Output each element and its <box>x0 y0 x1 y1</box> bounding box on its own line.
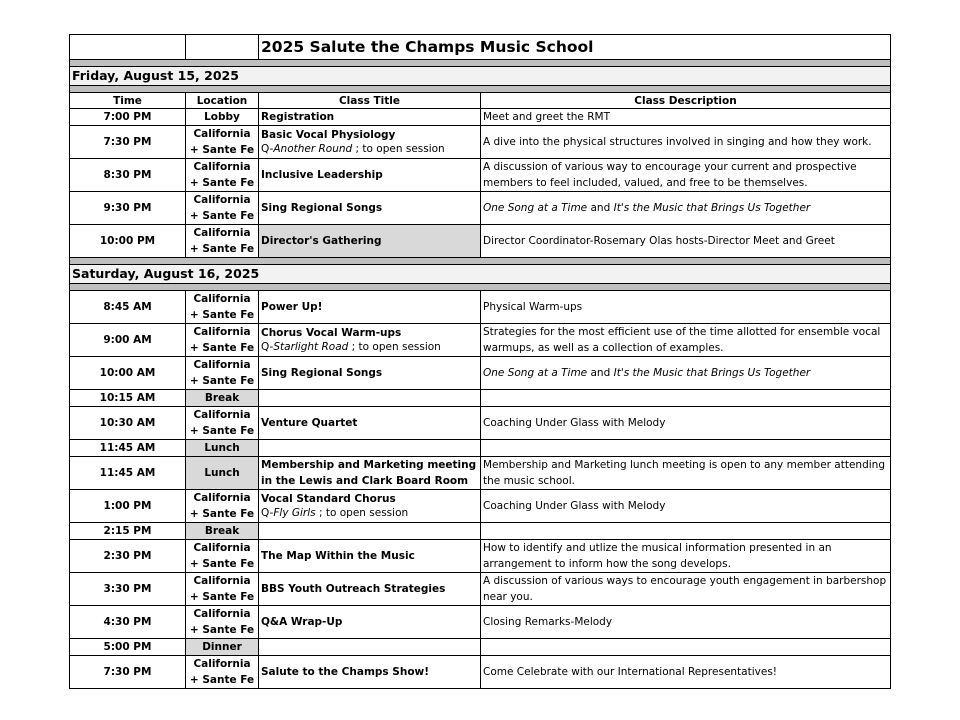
description-cell[interactable] <box>481 407 891 440</box>
table-row <box>70 126 891 159</box>
description-cell[interactable] <box>481 523 891 540</box>
location-cell[interactable]: California + Sante Fe <box>186 573 259 606</box>
time-cell[interactable]: 3:30 PM <box>70 573 186 606</box>
time-cell[interactable]: 10:15 AM <box>70 390 186 407</box>
time-cell[interactable]: 2:30 PM <box>70 540 186 573</box>
day-label[interactable]: Friday, August 15, 2025 <box>70 67 891 86</box>
subtitle-suffix: ; to open session <box>351 341 441 353</box>
table-row <box>70 109 891 126</box>
description-text: A dive into the physical structures involved in singing and how they work. <box>483 136 872 148</box>
header-row <box>70 93 891 109</box>
description-text: Physical Warm-ups <box>483 301 583 313</box>
table-row <box>70 523 891 540</box>
table-row <box>70 573 891 606</box>
table-row <box>70 457 891 490</box>
song-title: One Song at a Time <box>483 367 588 379</box>
location-cell[interactable]: California + Sante Fe <box>186 606 259 639</box>
table-row <box>70 357 891 390</box>
class-title-cell[interactable] <box>259 291 481 324</box>
table-row <box>70 490 891 523</box>
separator <box>70 60 891 67</box>
description-cell[interactable] <box>481 324 891 357</box>
description-cell[interactable] <box>481 192 891 225</box>
table-row <box>70 159 891 192</box>
table-row <box>70 407 891 440</box>
class-title-cell[interactable] <box>259 324 481 357</box>
location-cell[interactable]: California + Sante Fe <box>186 540 259 573</box>
description-cell[interactable] <box>481 225 891 258</box>
table-row <box>70 324 891 357</box>
school-title[interactable]: 2025 Salute the Champs Music School <box>259 35 891 60</box>
class-title: Membership and Marketing meeting in the Lewis and Clark Board Room <box>261 459 477 487</box>
separator <box>70 284 891 291</box>
location-cell[interactable]: California + Sante Fe <box>186 192 259 225</box>
table-row <box>70 390 891 407</box>
subtitle-suffix: ; to open session <box>355 143 445 155</box>
time-cell[interactable]: 7:00 PM <box>70 109 186 126</box>
description-cell[interactable] <box>481 540 891 573</box>
description-cell[interactable] <box>481 291 891 324</box>
description-cell[interactable] <box>481 126 891 159</box>
location-cell[interactable]: California + Sante Fe <box>186 291 259 324</box>
class-title: Inclusive Leadership <box>261 169 383 181</box>
description-text: Coaching Under Glass with Melody <box>483 417 666 429</box>
description-cell[interactable] <box>481 109 891 126</box>
class-title-cell[interactable] <box>259 656 481 689</box>
class-title-cell[interactable] <box>259 490 481 523</box>
class-title-cell[interactable] <box>259 523 481 540</box>
description-cell[interactable] <box>481 639 891 656</box>
time-cell[interactable]: 10:00 AM <box>70 357 186 390</box>
location-cell[interactable]: California + Sante Fe <box>186 324 259 357</box>
location-cell[interactable]: California + Sante Fe <box>186 490 259 523</box>
description-cell[interactable] <box>481 573 891 606</box>
header-description[interactable]: Class Description <box>481 93 891 109</box>
class-title: Salute to the Champs Show! <box>261 666 430 678</box>
song-title: It's the Music that Brings Us Together <box>613 367 811 379</box>
time-cell[interactable]: 8:45 AM <box>70 291 186 324</box>
subtitle-prefix: Q- <box>261 507 274 519</box>
header-title[interactable]: Class Title <box>259 93 481 109</box>
class-title: BBS Youth Outreach Strategies <box>261 583 446 595</box>
location-cell[interactable]: Lobby <box>186 109 259 126</box>
time-cell[interactable]: 11:45 AM <box>70 440 186 457</box>
description-joiner: and <box>590 367 611 379</box>
class-title: Basic Vocal Physiology <box>261 129 396 141</box>
description-cell[interactable] <box>481 606 891 639</box>
separator <box>70 258 891 265</box>
song-title: One Song at a Time <box>483 202 588 214</box>
class-title: The Map Within the Music <box>261 550 415 562</box>
description-cell[interactable] <box>481 457 891 490</box>
time-cell[interactable]: 5:00 PM <box>70 639 186 656</box>
time-cell[interactable]: 4:30 PM <box>70 606 186 639</box>
description-cell[interactable] <box>481 440 891 457</box>
description-text: Director Coordinator-Rosemary Olas hosts-Director Meet and Greet <box>483 235 835 247</box>
time-cell[interactable]: 7:30 PM <box>70 656 186 689</box>
location-cell[interactable]: Dinner <box>186 639 259 656</box>
table-row <box>70 540 891 573</box>
description-cell[interactable] <box>481 656 891 689</box>
class-title: Power Up! <box>261 301 323 313</box>
table-row <box>70 606 891 639</box>
location-cell[interactable]: California + Sante Fe <box>186 126 259 159</box>
table-row <box>70 192 891 225</box>
day-label[interactable]: Saturday, August 16, 2025 <box>70 265 891 284</box>
table-row <box>70 656 891 689</box>
day-row-friday <box>70 67 891 86</box>
location-cell[interactable]: California + Sante Fe <box>186 357 259 390</box>
class-title-cell[interactable] <box>259 606 481 639</box>
subtitle-quartet: Starlight Road <box>273 341 349 353</box>
location-cell[interactable]: Break <box>186 390 259 407</box>
description-joiner: and <box>590 202 611 214</box>
class-title-cell[interactable] <box>259 573 481 606</box>
description-cell[interactable] <box>481 159 891 192</box>
location-cell[interactable]: California + Sante Fe <box>186 656 259 689</box>
time-cell[interactable]: 8:30 PM <box>70 159 186 192</box>
time-cell[interactable]: 10:00 PM <box>70 225 186 258</box>
class-title: Registration <box>261 111 335 123</box>
friday-rows <box>70 109 891 258</box>
description-text: Strategies for the most efficient use of the time allotted for ensemble vocal warmups, as well as a collection of examples. <box>483 326 881 354</box>
title-row <box>70 35 891 60</box>
class-title: Q&A Wrap-Up <box>261 616 343 628</box>
class-subtitle <box>261 506 478 520</box>
class-title: Director's Gathering <box>261 235 382 247</box>
class-title: Sing Regional Songs <box>261 367 383 379</box>
class-title: Venture Quartet <box>261 417 358 429</box>
class-title: Vocal Standard Chorus <box>261 493 396 505</box>
time-cell[interactable]: 11:45 AM <box>70 457 186 490</box>
description-cell[interactable] <box>481 390 891 407</box>
location-cell[interactable]: California + Sante Fe <box>186 407 259 440</box>
description-text: Come Celebrate with our International Representatives! <box>483 666 777 678</box>
class-title: Sing Regional Songs <box>261 202 383 214</box>
saturday-rows <box>70 291 891 689</box>
time-cell[interactable]: 2:15 PM <box>70 523 186 540</box>
header-location[interactable]: Location <box>186 93 259 109</box>
schedule-table <box>69 34 891 689</box>
location-cell[interactable]: Lunch <box>186 440 259 457</box>
class-title-cell[interactable] <box>259 457 481 490</box>
time-cell[interactable]: 1:00 PM <box>70 490 186 523</box>
class-title-cell[interactable] <box>259 440 481 457</box>
location-cell[interactable]: California + Sante Fe <box>186 159 259 192</box>
time-cell[interactable]: 9:30 PM <box>70 192 186 225</box>
description-text: Coaching Under Glass with Melody <box>483 500 666 512</box>
class-title-cell[interactable] <box>259 159 481 192</box>
class-title-cell[interactable] <box>259 126 481 159</box>
table-row <box>70 225 891 258</box>
day-row-saturday <box>70 265 891 284</box>
location-cell[interactable]: Lunch <box>186 457 259 490</box>
subtitle-suffix: ; to open session <box>318 507 409 519</box>
class-title: Chorus Vocal Warm-ups <box>261 327 402 339</box>
location-cell[interactable]: California + Sante Fe <box>186 225 259 258</box>
description-cell[interactable] <box>481 357 891 390</box>
subtitle-prefix: Q- <box>261 341 274 353</box>
class-title-cell[interactable] <box>259 225 481 258</box>
song-title: It's the Music that Brings Us Together <box>613 202 811 214</box>
subtitle-prefix: Q- <box>261 143 274 155</box>
description-text: Closing Remarks-Melody <box>483 616 613 628</box>
class-title-cell[interactable] <box>259 390 481 407</box>
time-cell[interactable]: 7:30 PM <box>70 126 186 159</box>
table-row <box>70 639 891 656</box>
description-text: A discussion of various way to encourage your current and prospective members to feel included, valued, and free to be themselves. <box>483 161 857 189</box>
class-title-cell[interactable] <box>259 192 481 225</box>
class-title-cell[interactable] <box>259 109 481 126</box>
description-text: Meet and greet the RMT <box>483 111 610 123</box>
class-title-cell[interactable] <box>259 407 481 440</box>
separator <box>70 86 891 93</box>
time-cell[interactable]: 9:00 AM <box>70 324 186 357</box>
class-title-cell[interactable] <box>259 357 481 390</box>
subtitle-quartet: Fly Girls <box>273 507 316 519</box>
table-row <box>70 291 891 324</box>
time-cell[interactable]: 10:30 AM <box>70 407 186 440</box>
location-cell[interactable]: Break <box>186 523 259 540</box>
class-subtitle <box>261 340 478 354</box>
class-subtitle <box>261 142 478 156</box>
description-text: Membership and Marketing lunch meeting is open to any member attending the music school. <box>483 459 885 487</box>
description-text: How to identify and utlize the musical information presented in an arrangement to inform how the song develops. <box>483 542 832 570</box>
description-text: A discussion of various ways to encourage youth engagement in barbershop near you. <box>483 575 887 603</box>
class-title-cell[interactable] <box>259 639 481 656</box>
header-time[interactable]: Time <box>70 93 186 109</box>
table-row <box>70 440 891 457</box>
description-cell[interactable] <box>481 490 891 523</box>
schedule-sheet <box>69 34 890 689</box>
subtitle-quartet: Another Round <box>273 143 353 155</box>
class-title-cell[interactable] <box>259 540 481 573</box>
